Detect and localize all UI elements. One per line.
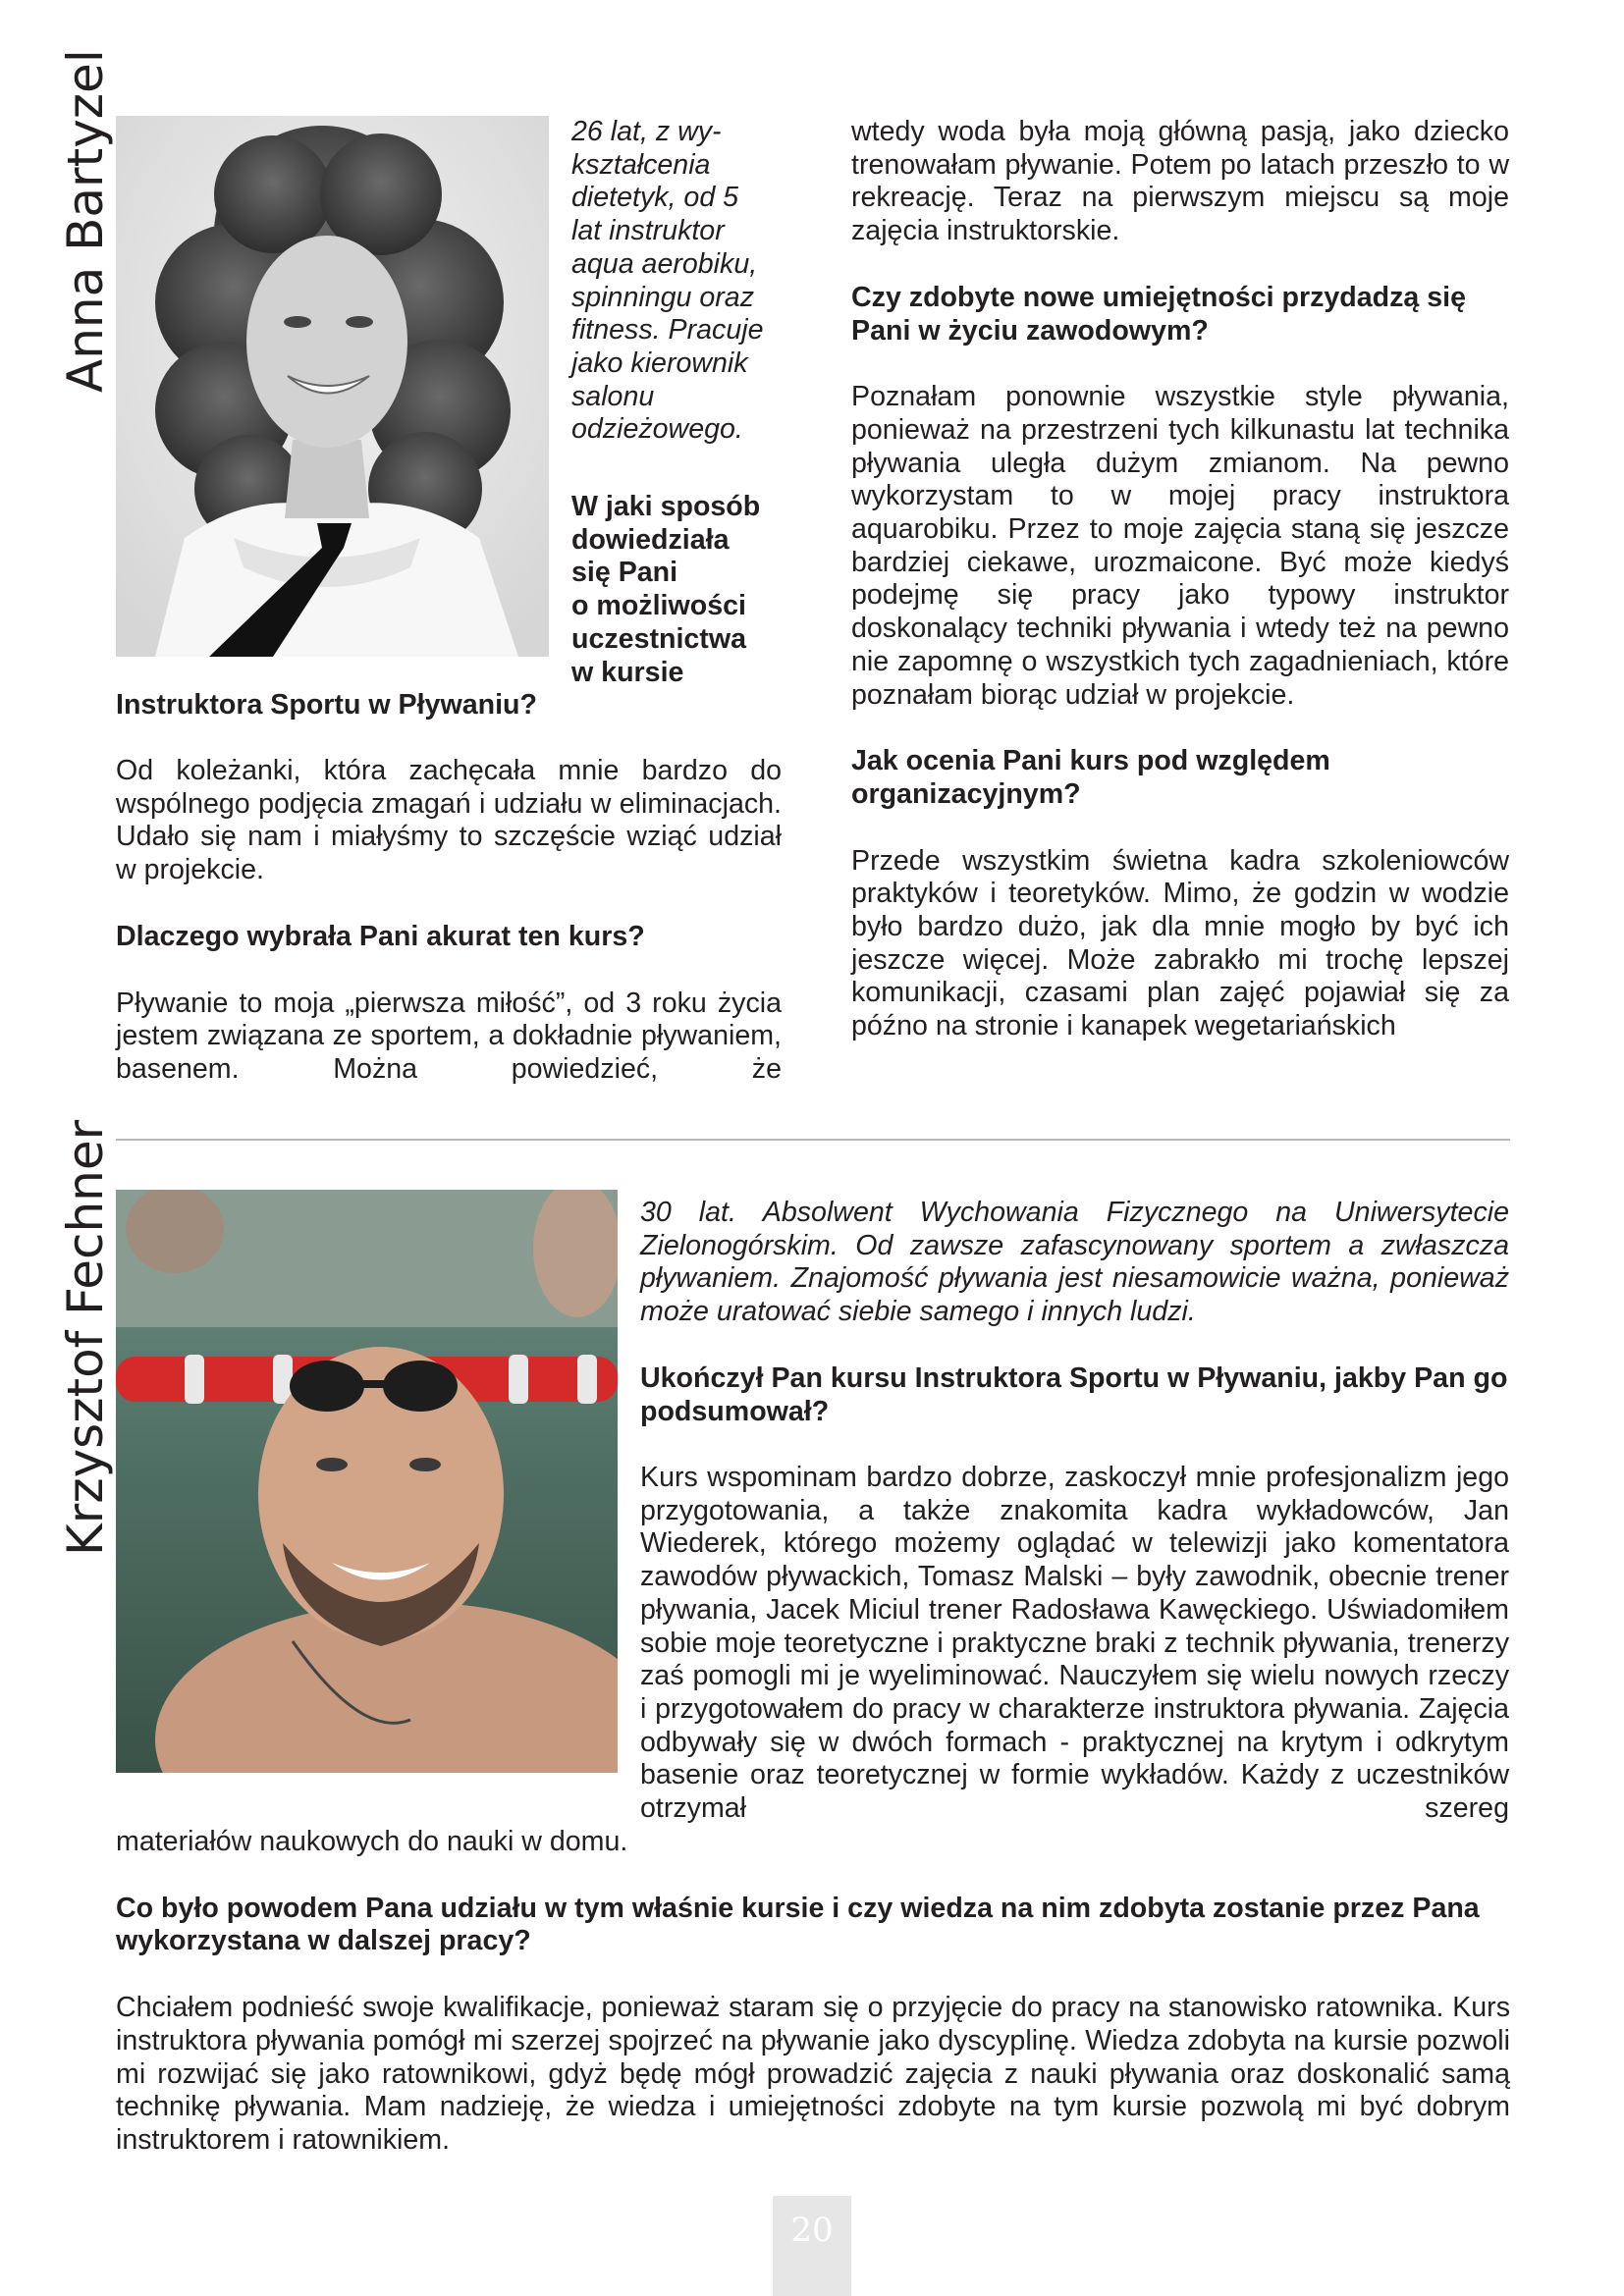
page-number: 20 (773, 2196, 851, 2296)
question-line: dowiedziała (571, 523, 730, 556)
interviewee-name-anna: Anna Bartyzel (57, 49, 114, 393)
question-line: uczestnictwa (571, 622, 746, 655)
portrait-photo-anna (116, 116, 549, 657)
bio-line: dietetyk, od 5 (571, 182, 739, 214)
bio-line: aqua aerobiku, (571, 247, 758, 280)
answer-1-krzysztof: Kurs wspominam bardzo dobrze, zaskoczył mnie profesjonalizm jego przygotowania, a także znakomita kadra wykładowców, Jan Wiederek, którego możemy oglądać w telewizji jako komentatora zawodów pływackich, Tomasz Malski – były zawodnik, obecnie trener pływania, Jacek Miciul trener Radosława Kawęckiego. Uświadomiłem sobie moje teoretyczne i praktyczne braki z technik pływania, trenerzy zaś pomogli mi je wyeliminować. Nauczyłem się wielu nowych rzeczy i przygotowałem do pracy w charakterze instruktora pływania. Zajęcia odbywały się w dwóch formach - praktycznej na krytym i odkrytym basenie oraz teoretycznej w formie wykładów. Każdy z uczestników otrzymał szereg (640, 1462, 1509, 1825)
answer-1-krzysztof-end: materiałów naukowych do nauki w domu. (116, 1826, 628, 1857)
question-4-anna: Jak ocenia Pani kurs pod względem organizacyjnym? (851, 745, 1330, 810)
portrait-photo-krzysztof (116, 1190, 618, 1773)
question-line: w kursie (571, 656, 684, 688)
answer-2-anna: Pływanie to moja „pierwsza miłość”, od 3 roku życia jestem związana ze sportem, a dokładnie pływaniem, basenem. Można powiedzieć, że (116, 987, 782, 1085)
section-divider (116, 1139, 1510, 1141)
swimmer-portrait-image (116, 1190, 618, 1773)
question-1-anna (571, 491, 787, 689)
question-1-krzysztof: Ukończył Pan kursu Instruktora Sportu w Pływaniu, jakby Pan go podsumował? (640, 1362, 1508, 1427)
interviewee-name-krzysztof: Krzysztof Fechner (57, 1119, 114, 1556)
answer-3-anna: Poznałam ponownie wszystkie style pływania, ponieważ na przestrzeni tych kilkunastu lat technika pływania uległa dużym zmianom. Na pewno wykorzystam to w mojej pracy instruktora aquarobiku. Przez to moje zajęcia staną się jeszcze bardziej ciekawe, urozmaicone. Być może kiedyś podejmę się pracy jako typowy instruktor doskonalący techniki pływania i wtedy też na pewno nie zapomnę o wszystkich tych zagadnieniach, które poznałam biorąc udział w projekcie. (851, 381, 1509, 711)
question-line: się Pani (571, 557, 678, 589)
bio-line: odzieżowego. (571, 413, 743, 446)
answer-2-krzysztof: Chciałem podnieść swoje kwalifikacje, ponieważ staram się o przyjęcie do pracy na stanowisko ratownika. Kurs instruktora pływania pomógł mi szerzej spojrzeć na pływanie jako dyscyplinę. Wiedza zdobyta na kursie pozwoli mi rozwijać się jako ratownikowi, gdyż będę mógł prowadzić zajęcia z nauki pływania oraz doskonalić samą technikę pływania. Mam nadzieję, że wiedza i umiejętności zdobyte na tym kursie pozwolą mi być dobrym instruktorem i ratownikiem. (116, 1992, 1510, 2156)
question-2-krzysztof: Co było powodem Pana udziału w tym właśnie kursie i czy wiedza na nim zdobyta zostanie przez Pana wykorzystana w dalszej pracy? (116, 1892, 1480, 1957)
bio-line: spinningu oraz (571, 281, 754, 313)
bio-line: fitness. Pracuje (571, 314, 764, 347)
question-3-anna: Czy zdobyte nowe umiejętności przydadzą się Pani w życiu zawodowym? (851, 281, 1467, 347)
bio-line: 26 lat, z wy- (571, 116, 722, 147)
bio-anna (571, 116, 787, 447)
bio-line: salonu (571, 380, 655, 412)
answer-2-anna-cont: wtedy woda była moją główną pasją, jako dziecko trenowałam pływanie. Potem po latach przeszło to w rekreację. Teraz na pierwszym miejscu są moje zajęcia instruktorskie. (851, 116, 1509, 247)
question-line: W jaki sposób (571, 491, 761, 522)
bio-krzysztof: 30 lat. Absolwent Wychowania Fizycznego na Uniwersytecie Zielonogórskim. Od zawsze zafascynowany sportem a zwłaszcza pływaniem. Znajomość pływania jest niesamowicie ważna, ponieważ może uratować siebie samego i innych ludzi. (640, 1197, 1509, 1328)
question-1-anna-end: Instruktora Sportu w Pływaniu? (116, 689, 537, 721)
woman-portrait-image (116, 116, 549, 657)
answer-1-anna: Od koleżanki, która zachęcała mnie bardzo do wspólnego podjęcia zmagań i udziału w eliminacjach. Udało się nam i miałyśmy to szczęście wziąć udział w projekcie. (116, 755, 782, 886)
answer-4-anna: Przede wszystkim świetna kadra szkoleniowców praktyków i teoretyków. Mimo, że godzin w wodzie było bardzo dużo, jak dla mnie mogło by być ich jeszcze więcej. Może zabrakło mi trochę lepszej komunikacji, czasami plan zajęć pojawiał się za późno na stronie i kanapek wegetariańskich (851, 844, 1509, 1042)
bio-line: kształcenia (571, 148, 711, 181)
bio-line: lat instruktor (571, 215, 725, 247)
question-2-anna: Dlaczego wybrała Pani akurat ten kurs? (116, 920, 645, 952)
bio-line: jako kierownik (571, 347, 748, 379)
question-line: o możliwości (571, 590, 746, 622)
